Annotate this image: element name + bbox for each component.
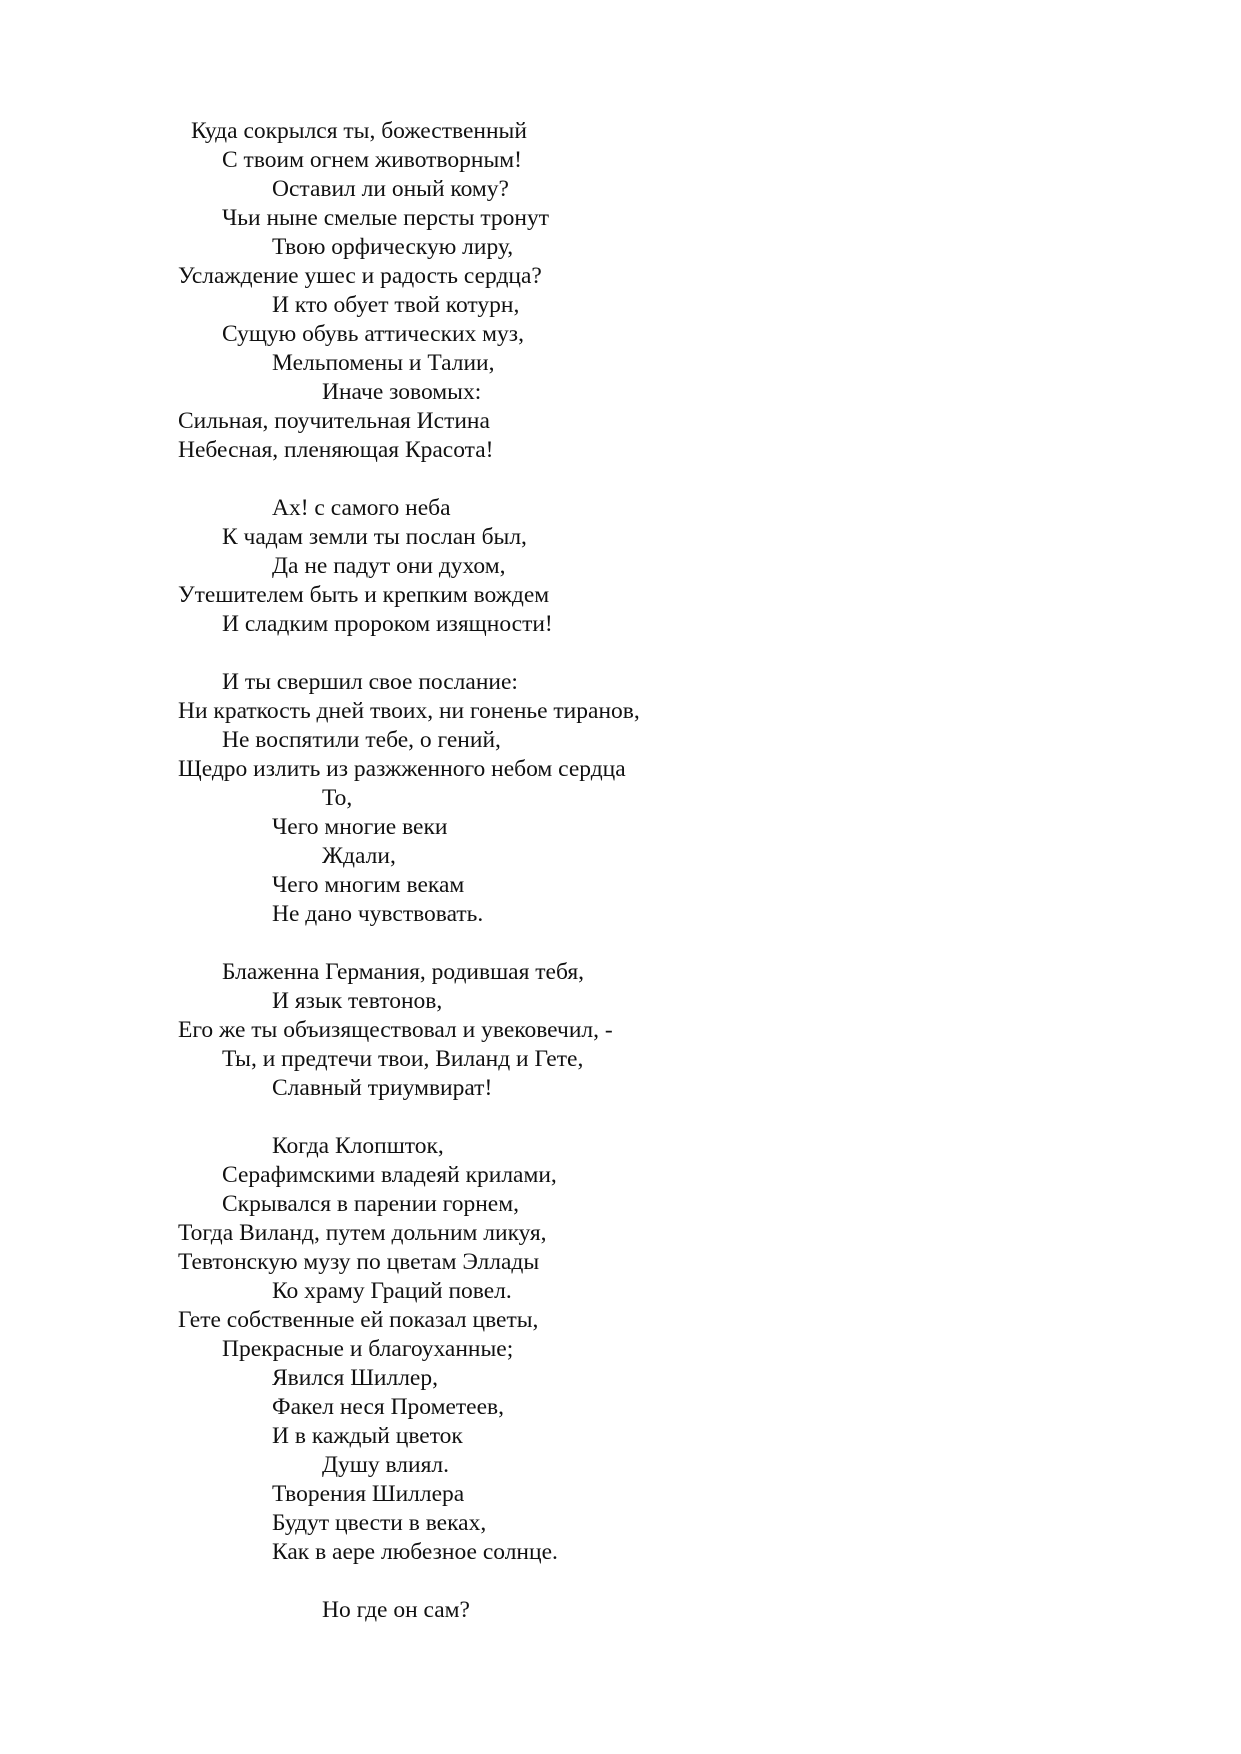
- poem-line: Прекрасные и благоуханные;: [222, 1336, 514, 1362]
- poem-line: Куда сокрылся ты, божественный: [191, 118, 527, 144]
- stanza-2: [178, 494, 1178, 639]
- poem-line: Творения Шиллера: [272, 1481, 465, 1507]
- stanza-1: [178, 117, 1178, 465]
- poem-line: Серафимскими владеяй крилами,: [222, 1162, 557, 1188]
- stanza-gap: [178, 1567, 1178, 1596]
- poem-line: Тогда Виланд, путем дольним ликуя,: [178, 1220, 547, 1246]
- poem-line: Душу влиял.: [322, 1452, 450, 1478]
- poem-line: Когда Клопшток,: [272, 1133, 444, 1159]
- poem-line: Утешителем быть и крепким вождем: [178, 582, 550, 608]
- poem-line: Ни краткость дней твоих, ни гоненье тиранов,: [178, 698, 640, 724]
- poem-line: И кто обует твой котурн,: [272, 292, 520, 318]
- poem-line: Чьи ныне смелые персты тронут: [222, 205, 550, 231]
- poem-line: Не дано чувствовать.: [272, 901, 484, 927]
- poem-line: Ты, и предтечи твои, Виланд и Гете,: [222, 1046, 584, 1072]
- stanza-4: [178, 958, 1178, 1103]
- poem-line: Ах! с самого неба: [272, 495, 451, 521]
- poem-line: Его же ты объизяществовал и увековечил, -: [178, 1017, 613, 1043]
- poem-line: И сладким пророком изящности!: [222, 611, 553, 637]
- stanza-gap: [178, 639, 1178, 668]
- poem-line: Чего многие веки: [272, 814, 448, 840]
- poem-line: Факел неся Прометеев,: [272, 1394, 504, 1420]
- poem-line: С твоим огнем животворным!: [222, 147, 522, 173]
- stanza-gap: [178, 929, 1178, 958]
- poem-line: То,: [322, 785, 353, 811]
- poem-line: Чего многим векам: [272, 872, 465, 898]
- poem-line: Не воспятили тебе, о гений,: [222, 727, 501, 753]
- poem-line: Славный триумвират!: [272, 1075, 493, 1101]
- poem-line: Ко храму Граций повел.: [272, 1278, 512, 1304]
- poem-line: Скрывался в парении горнем,: [222, 1191, 519, 1217]
- poem-line: Оставил ли оный кому?: [272, 176, 509, 202]
- poem-line: К чадам земли ты послан был,: [222, 524, 527, 550]
- stanza-3: [178, 668, 1178, 929]
- poem-line: Мельпомены и Талии,: [272, 350, 495, 376]
- poem-line: Щедро излить из разжженного небом сердца: [178, 756, 626, 782]
- poem-line: Тевтонскую музу по цветам Эллады: [178, 1249, 540, 1275]
- stanza-6: [178, 1596, 1178, 1625]
- poem-line: Как в аере любезное солнце.: [272, 1539, 558, 1565]
- poem-line: И язык тевтонов,: [272, 988, 443, 1014]
- poem-line: Сущую обувь аттических муз,: [222, 321, 524, 347]
- poem-line: И ты свершил свое послание:: [222, 669, 518, 695]
- poem-line: Небесная, пленяющая Красота!: [178, 437, 494, 463]
- poem-line: Блаженна Германия, родившая тебя,: [222, 959, 585, 985]
- poem-line: Иначе зовомых:: [322, 379, 482, 405]
- poem-line: И в каждый цветок: [272, 1423, 463, 1449]
- poem-line: Твою орфическую лиру,: [272, 234, 514, 260]
- poem-line: Да не падут они духом,: [272, 553, 506, 579]
- poem: [178, 117, 1178, 1625]
- poem-line: Ждали,: [322, 843, 396, 869]
- poem-line: Явился Шиллер,: [272, 1365, 438, 1391]
- poem-line: Сильная, поучительная Истина: [178, 408, 490, 434]
- stanza-gap: [178, 1103, 1178, 1132]
- stanza-gap: [178, 465, 1178, 494]
- poem-line: Будут цвести в веках,: [272, 1510, 487, 1536]
- poem-line: Гете собственные ей показал цветы,: [178, 1307, 539, 1333]
- stanza-5: [178, 1132, 1178, 1567]
- poem-line: Услаждение ушес и радость сердца?: [178, 263, 542, 289]
- poem-line: Но где он сам?: [322, 1597, 470, 1623]
